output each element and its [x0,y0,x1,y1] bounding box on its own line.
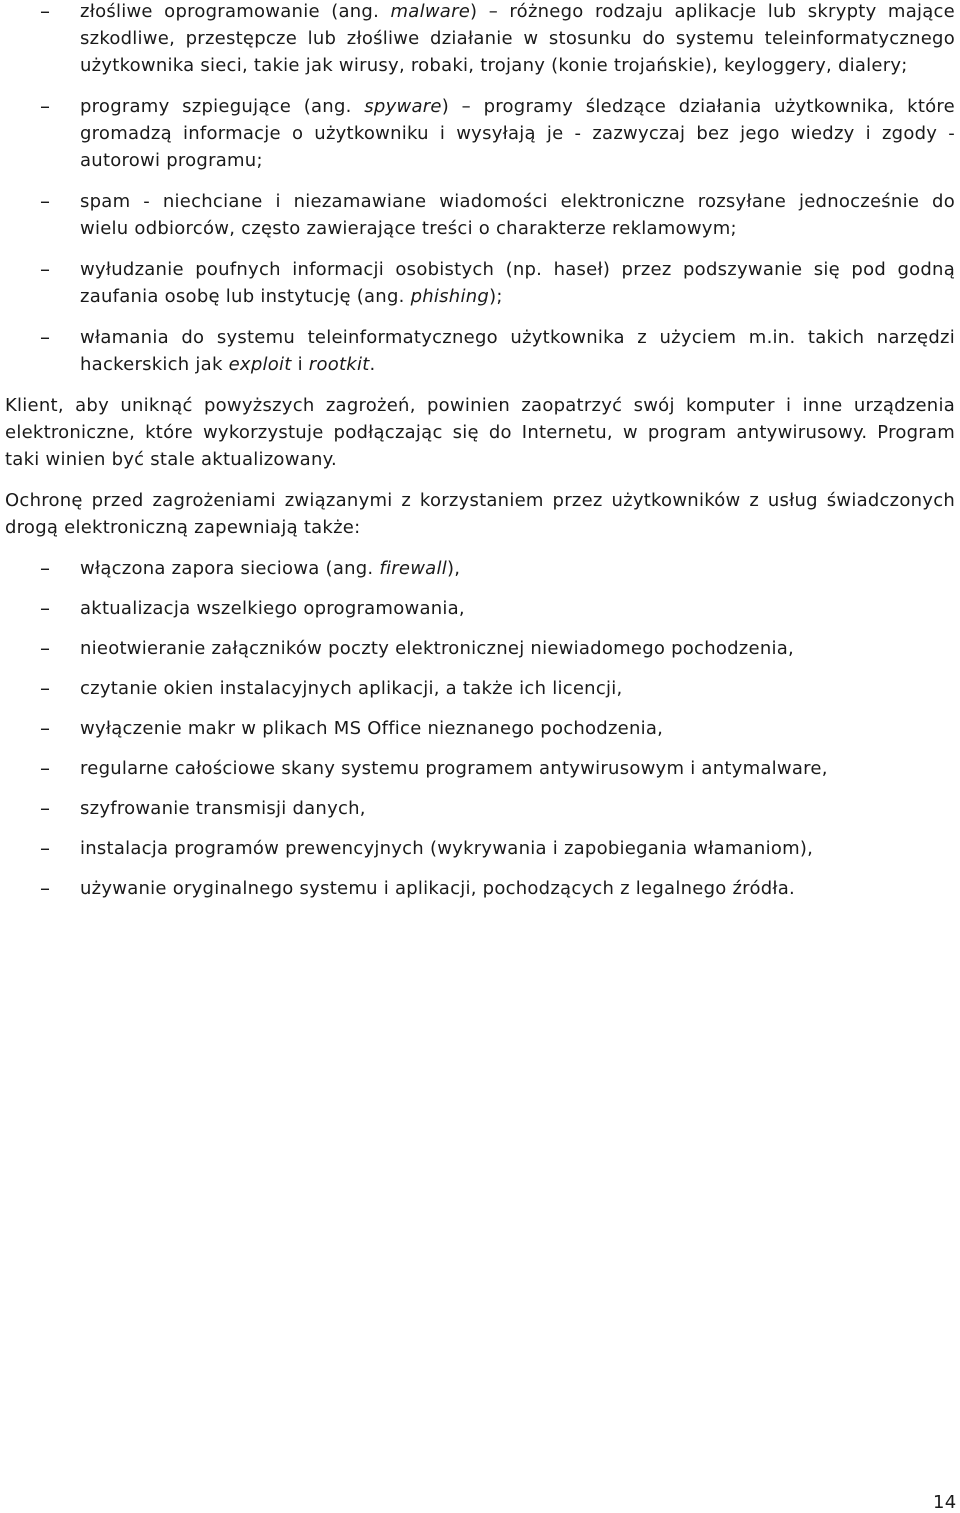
text-segment: autorowi programu; [80,150,263,171]
protection-list-item [40,755,955,782]
dash-bullet: – [40,876,51,900]
protection-list-item [40,675,955,702]
text-segment: taki winien być stale aktualizowany. [5,449,337,470]
text-segment: regularne całościowe skany systemu programem antywirusowym i antymalware, [80,758,828,779]
text-line [80,256,955,283]
text-line [80,755,955,782]
text-segment: gromadzą informacje o użytkowniku i wysyłają je - zazwyczaj bez jego wiedzy i zgody - [80,123,955,144]
page-number: 14 [933,1492,957,1513]
text-line [80,188,955,215]
text-line [80,675,955,702]
text-segment: drogą elektroniczną zapewniają także: [5,517,361,538]
text-segment: zaufania osobę lub instytucję (ang. [80,286,411,307]
text-segment: użytkownika sieci, takie jak wirusy, robaki, trojany (konie trojańskie), keyloggery, dialery; [80,55,908,76]
text-line [80,835,955,862]
protection-list-item [40,835,955,862]
emphasized-term: spyware [364,96,442,117]
threats-list [0,0,960,378]
text-line [5,446,955,473]
text-line [5,419,955,446]
dash-bullet: – [40,676,51,700]
text-line [80,147,955,174]
text-segment: spam - niechciane i niezamawiane wiadomości elektroniczne rozsyłane jednocześnie do [80,191,955,212]
text-line [5,392,955,419]
threat-list-item [40,324,955,378]
text-segment: hackerskich jak [80,354,229,375]
text-line [80,351,955,378]
text-segment: szkodliwe, przestępcze lub złośliwe działanie w stosunku do systemu teleinformatycznego [80,28,955,49]
list-item-text [80,755,955,782]
protection-list-item [40,795,955,822]
text-line [80,875,955,902]
text-segment: nieotwieranie załączników poczty elektronicznej niewiadomego pochodzenia, [80,638,794,659]
text-segment: ), [446,558,461,579]
text-line [80,283,955,310]
text-line [80,120,955,147]
emphasized-term: firewall [379,558,447,579]
threat-list-item [40,188,955,242]
dash-bullet: – [40,0,51,23]
text-segment: Ochronę przed zagrożeniami związanymi z korzystaniem przez użytkowników z usług świadczonych [5,490,955,511]
text-segment: używanie oryginalnego systemu i aplikacji, pochodzących z legalnego źródła. [80,878,795,899]
emphasized-term: malware [390,1,471,22]
dash-bullet: – [40,756,51,780]
list-item-text [80,256,955,310]
text-line [80,25,955,52]
text-segment: ) – programy śledzące działania użytkownika, które [441,96,955,117]
list-item-text [80,795,955,822]
text-line [80,595,955,622]
text-line [5,514,955,541]
dash-bullet: – [40,796,51,820]
text-segment: czytanie okien instalacyjnych aplikacji, a także ich licencji, [80,678,623,699]
text-segment: włączona zapora sieciowa (ang. [80,558,380,579]
emphasized-term: exploit [228,354,292,375]
list-item-text [80,595,955,622]
protection-list-item [40,595,955,622]
text-segment: włamania do systemu teleinformatycznego użytkownika z użyciem m.in. takich narzędzi [80,327,955,348]
text-segment: elektroniczne, które wykorzystuje podłączając się do Internetu, w program antywirusowy. Program [5,422,955,443]
text-line [80,93,955,120]
dash-bullet: – [40,189,51,213]
list-item-text [80,93,955,174]
text-segment: wyłączenie makr w plikach MS Office nieznanego pochodzenia, [80,718,664,739]
dash-bullet: – [40,556,51,580]
text-segment: . [369,354,376,375]
text-line [80,324,955,351]
emphasized-term: rootkit [308,354,370,375]
text-segment: wyłudzanie poufnych informacji osobistych (np. haseł) przez podszywanie się pod godną [80,259,955,280]
list-item-text [80,835,955,862]
protection-measures-list [0,555,960,902]
protection-list-item [40,715,955,742]
body-paragraphs [0,392,960,541]
text-segment: instalacja programów prewencyjnych (wykrywania i zapobiegania włamaniom), [80,838,814,859]
dash-bullet: – [40,716,51,740]
list-item-text [80,324,955,378]
dash-bullet: – [40,596,51,620]
list-item-text [80,635,955,662]
text-segment: ); [489,286,503,307]
list-item-text [80,0,955,79]
list-item-text [80,555,955,582]
text-segment: programy szpiegujące (ang. [80,96,365,117]
text-segment: wielu odbiorców, często zawierające treści o charakterze reklamowym; [80,218,737,239]
dash-bullet: – [40,325,51,349]
protection-list-item [40,875,955,902]
threat-list-item [40,93,955,174]
text-line [80,715,955,742]
dash-bullet: – [40,636,51,660]
text-line [80,555,955,582]
list-item-text [80,188,955,242]
text-line [80,795,955,822]
paragraph [5,487,955,541]
text-segment: szyfrowanie transmisji danych, [80,798,366,819]
text-line [5,487,955,514]
list-item-text [80,715,955,742]
list-item-text [80,675,955,702]
paragraph [5,392,955,473]
text-line [80,635,955,662]
threat-list-item [40,256,955,310]
text-line [80,52,955,79]
text-segment: Klient, aby uniknąć powyższych zagrożeń, powinien zaopatrzyć swój komputer i inne urządzenia [5,395,955,416]
dash-bullet: – [40,94,51,118]
text-line [80,215,955,242]
text-line [80,0,955,25]
text-segment: aktualizacja wszelkiego oprogramowania, [80,598,465,619]
text-segment: i [291,354,309,375]
protection-list-item [40,555,955,582]
emphasized-term: phishing [410,286,490,307]
threat-list-item [40,0,955,79]
list-item-text [80,875,955,902]
text-segment: ) – różnego rodzaju aplikacje lub skrypty mające [470,1,955,22]
protection-list-item [40,635,955,662]
text-segment: złośliwe oprogramowanie (ang. [80,1,391,22]
dash-bullet: – [40,836,51,860]
dash-bullet: – [40,257,51,281]
